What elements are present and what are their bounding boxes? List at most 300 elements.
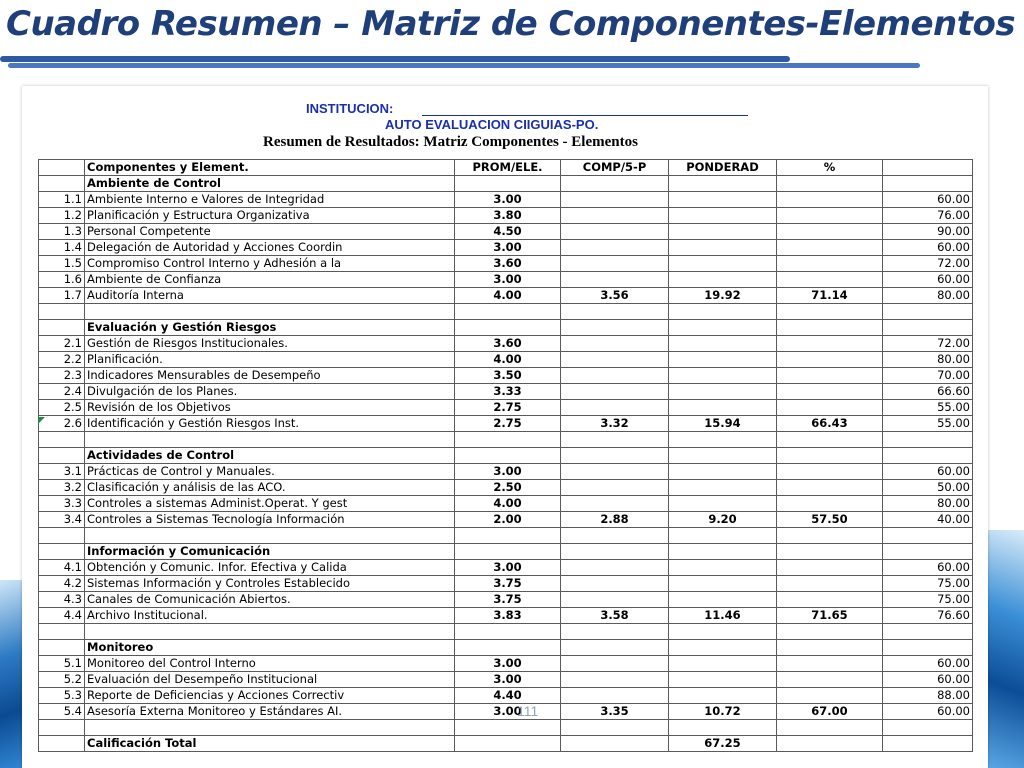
side-empty-cell (883, 304, 973, 320)
empty-cell (669, 544, 777, 560)
side-empty-cell (883, 176, 973, 192)
element-label: Delegación de Autoridad y Acciones Coordin (85, 240, 455, 256)
table-row (39, 672, 973, 688)
percent-value (777, 352, 883, 368)
element-label: Divulgación de los Planes. (85, 384, 455, 400)
empty-cell (561, 176, 669, 192)
percent-value (777, 576, 883, 592)
section-num-cell (39, 544, 85, 560)
results-table (38, 159, 973, 752)
comp-value (561, 560, 669, 576)
element-percent: 75.00 (883, 592, 973, 608)
spacer-row (39, 624, 973, 640)
prom-value: 4.00 (455, 496, 561, 512)
element-label: Identificación y Gestión Riesgos Inst. (85, 416, 455, 432)
ponderad-value: 11.46 (669, 608, 777, 624)
element-label: Compromiso Control Interno y Adhesión a la (85, 256, 455, 272)
table-row (39, 688, 973, 704)
element-number: 3.2 (39, 480, 85, 496)
element-percent: 60.00 (883, 672, 973, 688)
prom-value: 3.50 (455, 368, 561, 384)
section-header-row (39, 544, 973, 560)
comp-value: 3.32 (561, 416, 669, 432)
prom-value: 4.40 (455, 688, 561, 704)
empty-cell (39, 432, 85, 448)
empty-cell (85, 624, 455, 640)
element-label: Clasificación y análisis de las ACO. (85, 480, 455, 496)
percent-value: 66.43 (777, 416, 883, 432)
section-name: Evaluación y Gestión Riesgos (85, 320, 455, 336)
element-number: 1.3 (39, 224, 85, 240)
section-num-cell (39, 448, 85, 464)
element-label: Reporte de Deficiencias y Acciones Correctiv (85, 688, 455, 704)
table-row (39, 192, 973, 208)
element-number: 1.5 (39, 256, 85, 272)
element-label: Canales de Comunicación Abiertos. (85, 592, 455, 608)
table-row (39, 496, 973, 512)
element-number: 3.3 (39, 496, 85, 512)
empty-cell (39, 720, 85, 736)
percent-value (777, 560, 883, 576)
element-label: Auditoría Interna (85, 288, 455, 304)
percent-value: 71.65 (777, 608, 883, 624)
empty-cell (777, 624, 883, 640)
percent-value (777, 592, 883, 608)
empty-cell (85, 720, 455, 736)
section-header-row (39, 448, 973, 464)
comp-value (561, 352, 669, 368)
decorative-wave-left (0, 580, 22, 768)
empty-cell (669, 624, 777, 640)
comp-value (561, 496, 669, 512)
empty-cell (455, 720, 561, 736)
empty-cell (85, 432, 455, 448)
section-header-row (39, 320, 973, 336)
results-heading: Resumen de Resultados: Matriz Componentes - Elementos (263, 134, 638, 150)
empty-cell (561, 304, 669, 320)
total-label: Calificación Total (85, 736, 455, 752)
element-label: Ambiente de Confianza (85, 272, 455, 288)
element-label: Sistemas Información y Controles Establecido (85, 576, 455, 592)
table-row (39, 288, 973, 304)
comp-value (561, 384, 669, 400)
section-num-cell (39, 320, 85, 336)
empty-cell (561, 544, 669, 560)
table-row (39, 272, 973, 288)
element-label: Prácticas de Control y Manuales. (85, 464, 455, 480)
ponderad-value: 10.72 (669, 704, 777, 720)
comp-value (561, 656, 669, 672)
percent-value (777, 368, 883, 384)
element-label: Revisión de los Objetivos (85, 400, 455, 416)
element-label: Gestión de Riesgos Institucionales. (85, 336, 455, 352)
percent-value: 71.14 (777, 288, 883, 304)
comp-value (561, 368, 669, 384)
prom-value: 3.83 (455, 608, 561, 624)
empty-cell (777, 432, 883, 448)
element-percent: 72.00 (883, 336, 973, 352)
empty-cell (85, 304, 455, 320)
table-header-row (39, 160, 973, 176)
prom-value: 4.50 (455, 224, 561, 240)
element-percent: 80.00 (883, 496, 973, 512)
ponderad-value (669, 240, 777, 256)
table-row (39, 592, 973, 608)
percent-value (777, 656, 883, 672)
element-percent: 80.00 (883, 352, 973, 368)
spacer-row (39, 432, 973, 448)
table-row (39, 400, 973, 416)
side-empty-cell (883, 640, 973, 656)
prom-value: 3.00 (455, 672, 561, 688)
table-row (39, 208, 973, 224)
cell-comment-marker (38, 417, 45, 424)
empty-cell (455, 624, 561, 640)
prom-value: 3.80 (455, 208, 561, 224)
comp-value (561, 400, 669, 416)
element-number: 2.5 (39, 400, 85, 416)
ponderad-value (669, 192, 777, 208)
spreadsheet-image (22, 86, 988, 768)
comp-value (561, 336, 669, 352)
element-percent: 76.60 (883, 608, 973, 624)
element-number: 1.6 (39, 272, 85, 288)
empty-cell (777, 736, 883, 752)
prom-value: 3.00 (455, 656, 561, 672)
element-label: Indicadores Mensurables de Desempeño (85, 368, 455, 384)
element-percent: 40.00 (883, 512, 973, 528)
empty-cell (669, 528, 777, 544)
element-label: Personal Competente (85, 224, 455, 240)
spacer-row (39, 528, 973, 544)
ponderad-value (669, 560, 777, 576)
ponderad-value: 15.94 (669, 416, 777, 432)
column-header-prom: PROM/ELE. (455, 160, 561, 176)
ponderad-value (669, 656, 777, 672)
empty-cell (777, 544, 883, 560)
comp-value: 3.35 (561, 704, 669, 720)
element-number: 1.4 (39, 240, 85, 256)
element-percent: 60.00 (883, 704, 973, 720)
empty-cell (455, 736, 561, 752)
prom-value: 3.00 (455, 272, 561, 288)
ponderad-value (669, 336, 777, 352)
empty-cell (561, 528, 669, 544)
empty-cell (669, 448, 777, 464)
empty-cell (669, 304, 777, 320)
element-number: 3.1 (39, 464, 85, 480)
empty-cell (455, 176, 561, 192)
prom-value: 2.50 (455, 480, 561, 496)
element-number: 1.1 (39, 192, 85, 208)
comp-value (561, 576, 669, 592)
element-percent: 60.00 (883, 464, 973, 480)
element-percent: 60.00 (883, 192, 973, 208)
comp-value (561, 240, 669, 256)
prom-value: 2.75 (455, 400, 561, 416)
percent-value (777, 400, 883, 416)
element-label: Monitoreo del Control Interno (85, 656, 455, 672)
percent-value (777, 336, 883, 352)
evaluation-subtitle: AUTO EVALUACION CIIGUIAS-PO. (385, 117, 599, 132)
comp-value (561, 672, 669, 688)
element-percent: 75.00 (883, 576, 973, 592)
element-label: Asesoría Externa Monitoreo y Estándares AI. (85, 704, 455, 720)
side-empty-cell (883, 528, 973, 544)
side-empty-cell (883, 448, 973, 464)
element-number: 5.3 (39, 688, 85, 704)
element-percent: 66.60 (883, 384, 973, 400)
element-label: Controles a sistemas Administ.Operat. Y gest (85, 496, 455, 512)
column-header-percent: % (777, 160, 883, 176)
empty-cell (669, 176, 777, 192)
percent-value (777, 256, 883, 272)
empty-cell (455, 528, 561, 544)
ponderad-value (669, 256, 777, 272)
table-row (39, 560, 973, 576)
empty-cell (39, 304, 85, 320)
table-row (39, 704, 973, 720)
comp-value (561, 208, 669, 224)
element-number: 2.2 (39, 352, 85, 368)
ponderad-value (669, 400, 777, 416)
element-label: Planificación y Estructura Organizativa (85, 208, 455, 224)
element-label: Ambiente Interno e Valores de Integridad (85, 192, 455, 208)
empty-cell (777, 304, 883, 320)
prom-value: 3.00 (455, 192, 561, 208)
comp-value: 2.88 (561, 512, 669, 528)
element-label: Obtención y Comunic. Infor. Efectiva y Calida (85, 560, 455, 576)
empty-cell (561, 720, 669, 736)
table-row (39, 512, 973, 528)
table-row (39, 368, 973, 384)
empty-cell (777, 320, 883, 336)
side-empty-cell (883, 320, 973, 336)
section-num-cell (39, 640, 85, 656)
institution-blank-line (422, 115, 748, 116)
prom-value: 3.00 (455, 240, 561, 256)
empty-cell (561, 624, 669, 640)
institution-label: INSTITUCION: (306, 101, 394, 116)
element-percent: 60.00 (883, 560, 973, 576)
ponderad-value (669, 384, 777, 400)
ponderad-value (669, 208, 777, 224)
percent-value (777, 688, 883, 704)
prom-value: 3.00 (455, 464, 561, 480)
element-label: Evaluación del Desempeño Institucional (85, 672, 455, 688)
section-name: Monitoreo (85, 640, 455, 656)
percent-value (777, 224, 883, 240)
empty-cell (777, 528, 883, 544)
empty-cell (777, 448, 883, 464)
element-number: 2.6 (39, 416, 85, 432)
table-row (39, 464, 973, 480)
percent-value (777, 384, 883, 400)
prom-value: 3.00 (455, 560, 561, 576)
prom-value: 3.60 (455, 336, 561, 352)
element-number: 4.2 (39, 576, 85, 592)
element-number: 5.1 (39, 656, 85, 672)
empty-cell (561, 736, 669, 752)
side-empty-cell (883, 544, 973, 560)
section-name: Información y Comunicación (85, 544, 455, 560)
title-underline (0, 56, 920, 70)
total-row (39, 736, 973, 752)
element-percent: 80.00 (883, 288, 973, 304)
empty-cell (561, 640, 669, 656)
element-percent: 60.00 (883, 656, 973, 672)
element-percent: 50.00 (883, 480, 973, 496)
element-label: Planificación. (85, 352, 455, 368)
side-empty-cell (883, 624, 973, 640)
decorative-wave-right (984, 530, 1024, 768)
empty-cell (39, 736, 85, 752)
prom-value: 3.75 (455, 592, 561, 608)
comp-value: 3.56 (561, 288, 669, 304)
table-row (39, 416, 973, 432)
percent-value (777, 240, 883, 256)
comp-value (561, 272, 669, 288)
ponderad-value (669, 480, 777, 496)
side-header-cell (883, 160, 973, 176)
element-percent: 60.00 (883, 240, 973, 256)
percent-value (777, 464, 883, 480)
element-label: Archivo Institucional. (85, 608, 455, 624)
prom-value: 4.00 (455, 288, 561, 304)
empty-cell (669, 720, 777, 736)
element-percent: 55.00 (883, 400, 973, 416)
element-percent: 70.00 (883, 368, 973, 384)
prom-value: 3.00 (455, 704, 561, 720)
empty-cell (777, 176, 883, 192)
table-row (39, 480, 973, 496)
comp-value (561, 192, 669, 208)
empty-cell (455, 544, 561, 560)
empty-cell (455, 432, 561, 448)
empty-cell (669, 640, 777, 656)
side-empty-cell (883, 736, 973, 752)
section-num-cell (39, 176, 85, 192)
section-header-row (39, 640, 973, 656)
empty-cell (561, 448, 669, 464)
element-percent: 72.00 (883, 256, 973, 272)
ponderad-value (669, 464, 777, 480)
column-header-ponderad: PONDERAD (669, 160, 777, 176)
comp-value (561, 256, 669, 272)
empty-cell (561, 432, 669, 448)
percent-value: 57.50 (777, 512, 883, 528)
element-number: 2.3 (39, 368, 85, 384)
ponderad-value (669, 224, 777, 240)
side-empty-cell (883, 720, 973, 736)
table-row (39, 256, 973, 272)
percent-value (777, 208, 883, 224)
section-header-row (39, 176, 973, 192)
element-percent: 88.00 (883, 688, 973, 704)
element-percent: 60.00 (883, 272, 973, 288)
empty-cell (455, 320, 561, 336)
empty-cell (669, 320, 777, 336)
percent-value: 67.00 (777, 704, 883, 720)
section-name: Actividades de Control (85, 448, 455, 464)
element-number: 1.2 (39, 208, 85, 224)
ponderad-value: 9.20 (669, 512, 777, 528)
table-row (39, 240, 973, 256)
page-number: 111 (517, 703, 539, 719)
spacer-row (39, 304, 973, 320)
element-number: 1.7 (39, 288, 85, 304)
ponderad-value (669, 496, 777, 512)
element-number: 4.1 (39, 560, 85, 576)
element-number: 3.4 (39, 512, 85, 528)
percent-value (777, 480, 883, 496)
percent-value (777, 496, 883, 512)
empty-cell (669, 432, 777, 448)
spacer-row (39, 720, 973, 736)
empty-cell (39, 528, 85, 544)
comp-value (561, 688, 669, 704)
prom-value: 3.33 (455, 384, 561, 400)
section-name: Ambiente de Control (85, 176, 455, 192)
empty-cell (455, 640, 561, 656)
prom-value: 3.60 (455, 256, 561, 272)
table-row (39, 336, 973, 352)
ponderad-value (669, 352, 777, 368)
table-row (39, 576, 973, 592)
element-number: 4.4 (39, 608, 85, 624)
empty-cell (455, 448, 561, 464)
prom-value: 4.00 (455, 352, 561, 368)
ponderad-value (669, 672, 777, 688)
prom-value: 2.00 (455, 512, 561, 528)
empty-cell (777, 720, 883, 736)
table-row (39, 608, 973, 624)
element-number: 5.2 (39, 672, 85, 688)
element-number: 5.4 (39, 704, 85, 720)
side-empty-cell (883, 432, 973, 448)
ponderad-value (669, 272, 777, 288)
ponderad-value (669, 368, 777, 384)
empty-cell (455, 304, 561, 320)
ponderad-value: 19.92 (669, 288, 777, 304)
table-row (39, 656, 973, 672)
element-percent: 76.00 (883, 208, 973, 224)
comp-value: 3.58 (561, 608, 669, 624)
empty-cell (39, 624, 85, 640)
column-header-components: Componentes y Element. (85, 160, 455, 176)
element-percent: 90.00 (883, 224, 973, 240)
prom-value: 3.75 (455, 576, 561, 592)
prom-value: 2.75 (455, 416, 561, 432)
percent-value (777, 272, 883, 288)
element-number: 2.4 (39, 384, 85, 400)
comp-value (561, 592, 669, 608)
element-label: Controles a Sistemas Tecnología Información (85, 512, 455, 528)
ponderad-value (669, 576, 777, 592)
total-value: 67.25 (669, 736, 777, 752)
column-header-comp: COMP/5-P (561, 160, 669, 176)
ponderad-value (669, 688, 777, 704)
ponderad-value (669, 592, 777, 608)
empty-cell (561, 320, 669, 336)
empty-cell (777, 640, 883, 656)
percent-value (777, 192, 883, 208)
percent-value (777, 672, 883, 688)
comp-value (561, 464, 669, 480)
element-percent: 55.00 (883, 416, 973, 432)
header-num-cell (39, 160, 85, 176)
comp-value (561, 480, 669, 496)
